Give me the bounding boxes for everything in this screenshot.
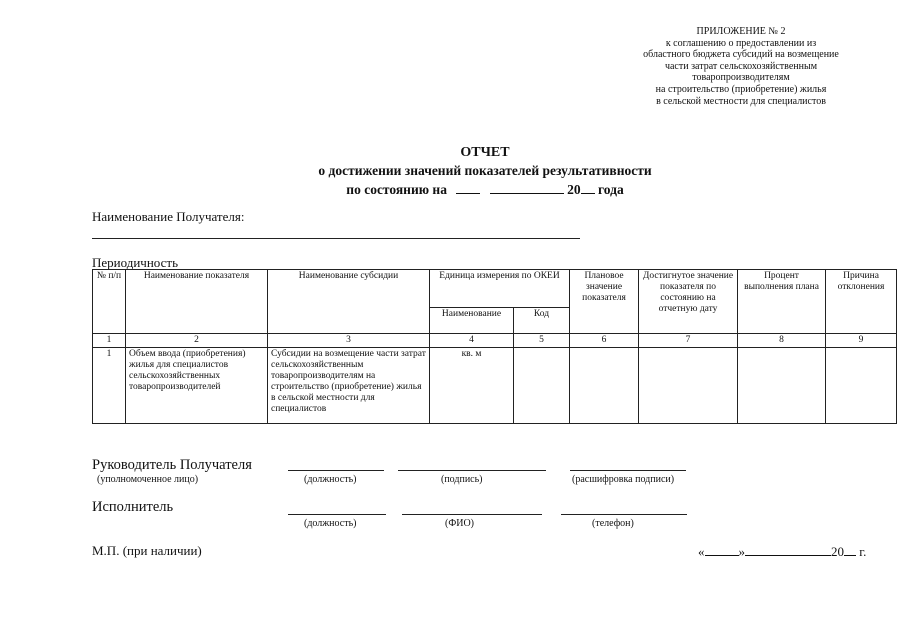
- row-unit-name: кв. м: [430, 348, 514, 424]
- row-achieved[interactable]: [639, 348, 738, 424]
- phone-caption: (телефон): [592, 518, 634, 529]
- header-reason: Причина отклонения: [826, 270, 897, 334]
- date-close-quote: »: [738, 544, 745, 559]
- day-blank[interactable]: [456, 181, 480, 194]
- header-unit: Единица измерения по ОКЕИ: [430, 270, 570, 308]
- date-field: [698, 543, 866, 560]
- row-indicator: Объем ввода (приобретения) жилья для специалистов сельскохозяйственных товаропроизводителей: [126, 348, 268, 424]
- col-number: 4: [430, 334, 514, 348]
- appendix-line: части затрат сельскохозяйственным: [664, 60, 818, 72]
- col-number: 9: [826, 334, 897, 348]
- date-prefix: по состоянию на: [346, 182, 447, 197]
- signature-line[interactable]: [398, 470, 546, 471]
- position-line[interactable]: [288, 470, 384, 471]
- col-number: 1: [93, 334, 126, 348]
- date-year-prefix: 20: [831, 544, 844, 559]
- col-number: 5: [514, 334, 570, 348]
- report-table: [92, 269, 897, 424]
- signature-caption: (подпись): [441, 474, 483, 485]
- date-open-quote: «: [698, 544, 705, 559]
- position-caption: (должность): [304, 474, 357, 485]
- col-number: 3: [268, 334, 430, 348]
- row-planned[interactable]: [570, 348, 639, 424]
- decoding-line[interactable]: [570, 470, 686, 471]
- date-year-blank[interactable]: [844, 543, 856, 556]
- row-reason[interactable]: [826, 348, 897, 424]
- date-suffix: г.: [859, 544, 867, 559]
- executor-position-caption: (должность): [304, 518, 357, 529]
- report-date-line: [0, 181, 905, 198]
- appendix-line: областного бюджета субсидий на возмещение: [643, 49, 839, 61]
- executor-fio-line[interactable]: [402, 514, 542, 515]
- col-number: 6: [570, 334, 639, 348]
- head-label: Руководитель Получателя: [92, 457, 252, 473]
- appendix-line: на строительство (приобретение) жилья: [655, 83, 827, 95]
- header-num: № п/п: [93, 270, 126, 334]
- recipient-line[interactable]: [92, 238, 580, 239]
- report-title: ОТЧЕТ: [460, 145, 510, 160]
- header-percent: Процент выполнения плана: [738, 270, 826, 334]
- header-subsidy: Наименование субсидии: [268, 270, 430, 334]
- col-number: 7: [639, 334, 738, 348]
- executor-position-line[interactable]: [288, 514, 386, 515]
- appendix-header: [610, 26, 872, 107]
- header-planned: Плановое значение показателя: [570, 270, 639, 334]
- month-blank[interactable]: [490, 181, 564, 194]
- executor-phone-line[interactable]: [561, 514, 687, 515]
- appendix-title: ПРИЛОЖЕНИЕ № 2: [696, 26, 786, 37]
- head-sublabel: (уполномоченное лицо): [97, 474, 199, 485]
- table-row: [93, 348, 897, 424]
- recipient-label: Наименование Получателя:: [92, 209, 245, 224]
- header-unit-code: Код: [514, 308, 570, 334]
- col-number: 8: [738, 334, 826, 348]
- row-percent[interactable]: [738, 348, 826, 424]
- decoding-caption: (расшифровка подписи): [572, 474, 675, 485]
- date-day-blank[interactable]: [705, 543, 739, 556]
- stamp-label: М.П. (при наличии): [92, 543, 202, 558]
- header-achieved: Достигнутое значение показателя по состоянию на отчетную дату: [639, 270, 738, 334]
- report-subtitle: о достижении значений показателей результативности: [318, 163, 652, 178]
- row-subsidy: Субсидии на возмещение части затрат сельскохозяйственным товаропроизводителям на строительство (приобретение) жилья в сельской местности для специалистов: [268, 348, 430, 424]
- periodicity-label: Периодичность: [92, 255, 179, 270]
- year-prefix: 20: [567, 182, 581, 197]
- executor-label: Исполнитель: [92, 499, 174, 515]
- year-blank[interactable]: [581, 181, 595, 194]
- column-numbers-row: [93, 334, 897, 348]
- col-number: 2: [126, 334, 268, 348]
- appendix-line: товаропроизводителям: [692, 72, 790, 84]
- fio-caption: (ФИО): [445, 518, 475, 529]
- row-num: 1: [93, 348, 126, 424]
- date-month-blank[interactable]: [745, 543, 831, 556]
- header-unit-name: Наименование: [430, 308, 514, 334]
- header-indicator: Наименование показателя: [126, 270, 268, 334]
- appendix-line: в сельской местности для специалистов: [656, 95, 826, 107]
- row-unit-code[interactable]: [514, 348, 570, 424]
- appendix-line: к соглашению о предоставлении из: [665, 37, 817, 49]
- year-suffix: года: [597, 182, 624, 197]
